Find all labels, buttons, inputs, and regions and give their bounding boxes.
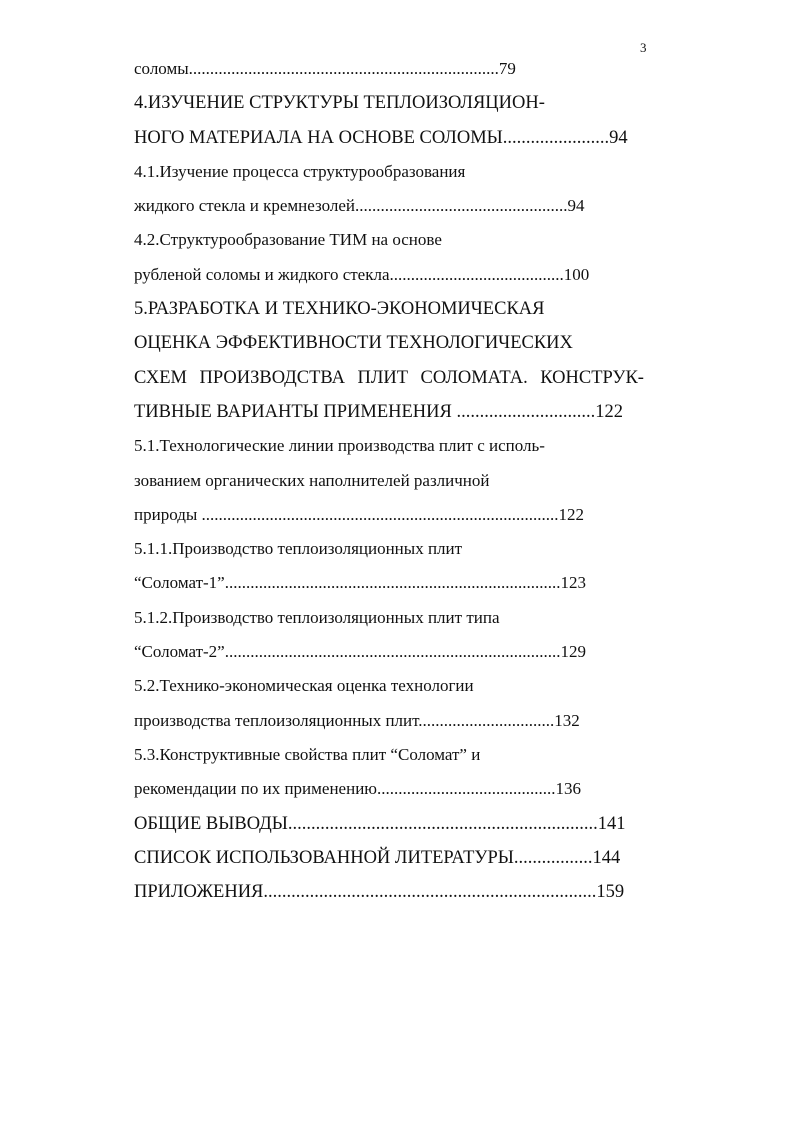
toc-entry: 4.2.Структурообразование ТИМ на основе — [134, 230, 442, 250]
toc-entry: жидкого стекла и кремнезолей..................................................94 — [134, 196, 585, 216]
table-of-contents — [134, 52, 654, 909]
toc-word: СОЛОМАТА. — [420, 367, 528, 388]
toc-chapter-heading: ОЦЕНКА ЭФФЕКТИВНОСТИ ТЕХНОЛОГИЧЕСКИХ — [134, 333, 573, 354]
toc-chapter-heading: СПИСОК ИСПОЛЬЗОВАННОЙ ЛИТЕРАТУРЫ.................144 — [134, 847, 621, 868]
toc-entry: “Соломат-2”...............................................................................129 — [134, 642, 586, 662]
toc-chapter-heading: ПРИЛОЖЕНИЯ........................................................................159 — [134, 882, 625, 903]
toc-entry: рекомендации по их применению..........................................136 — [134, 779, 581, 799]
toc-entry: “Соломат-1”...............................................................................123 — [134, 573, 586, 593]
toc-entry: 4.1.Изучение процесса структурообразования — [134, 161, 466, 181]
toc-chapter-heading: ОБЩИЕ ВЫВОДЫ...................................................................141 — [134, 813, 626, 834]
toc-entry: производства теплоизоляционных плит................................132 — [134, 710, 580, 730]
toc-entry: 5.1.Технологические линии производства плит с исполь- — [134, 436, 545, 456]
toc-entry: 5.1.1.Производство теплоизоляционных плит — [134, 539, 463, 559]
toc-chapter-heading: 5.РАЗРАБОТКА И ТЕХНИКО-ЭКОНОМИЧЕСКАЯ — [134, 299, 545, 320]
toc-chapter-heading: ТИВНЫЕ ВАРИАНТЫ ПРИМЕНЕНИЯ ..............................122 — [134, 401, 623, 422]
toc-entry: рубленой соломы и жидкого стекла.........................................100 — [134, 264, 590, 284]
toc-entry: 5.1.2.Производство теплоизоляционных плит типа — [134, 607, 500, 627]
toc-word: ПЛИТ — [357, 367, 409, 388]
toc-word: КОНСТРУК- — [540, 367, 644, 388]
toc-entry: 5.3.Конструктивные свойства плит “Соломат” и — [134, 744, 481, 764]
toc-word: ПРОИЗВОДСТВА — [199, 367, 345, 388]
page-number: 3 — [640, 40, 647, 55]
toc-word: СХЕМ — [134, 367, 187, 388]
toc-entry: 5.2.Технико-экономическая оценка технологии — [134, 676, 474, 696]
toc-chapter-heading: 4.ИЗУЧЕНИЕ СТРУКТУРЫ ТЕПЛОИЗОЛЯЦИОН- — [134, 93, 545, 114]
toc-entry: природы ....................................................................................122 — [134, 504, 585, 524]
toc-chapter-heading: НОГО МАТЕРИАЛА НА ОСНОВЕ СОЛОМЫ.......................94 — [134, 127, 628, 148]
toc-chapter-heading — [134, 361, 644, 395]
toc-entry: зованием органических наполнителей различной — [134, 470, 490, 490]
toc-entry: соломы.........................................................................79 — [134, 59, 516, 78]
